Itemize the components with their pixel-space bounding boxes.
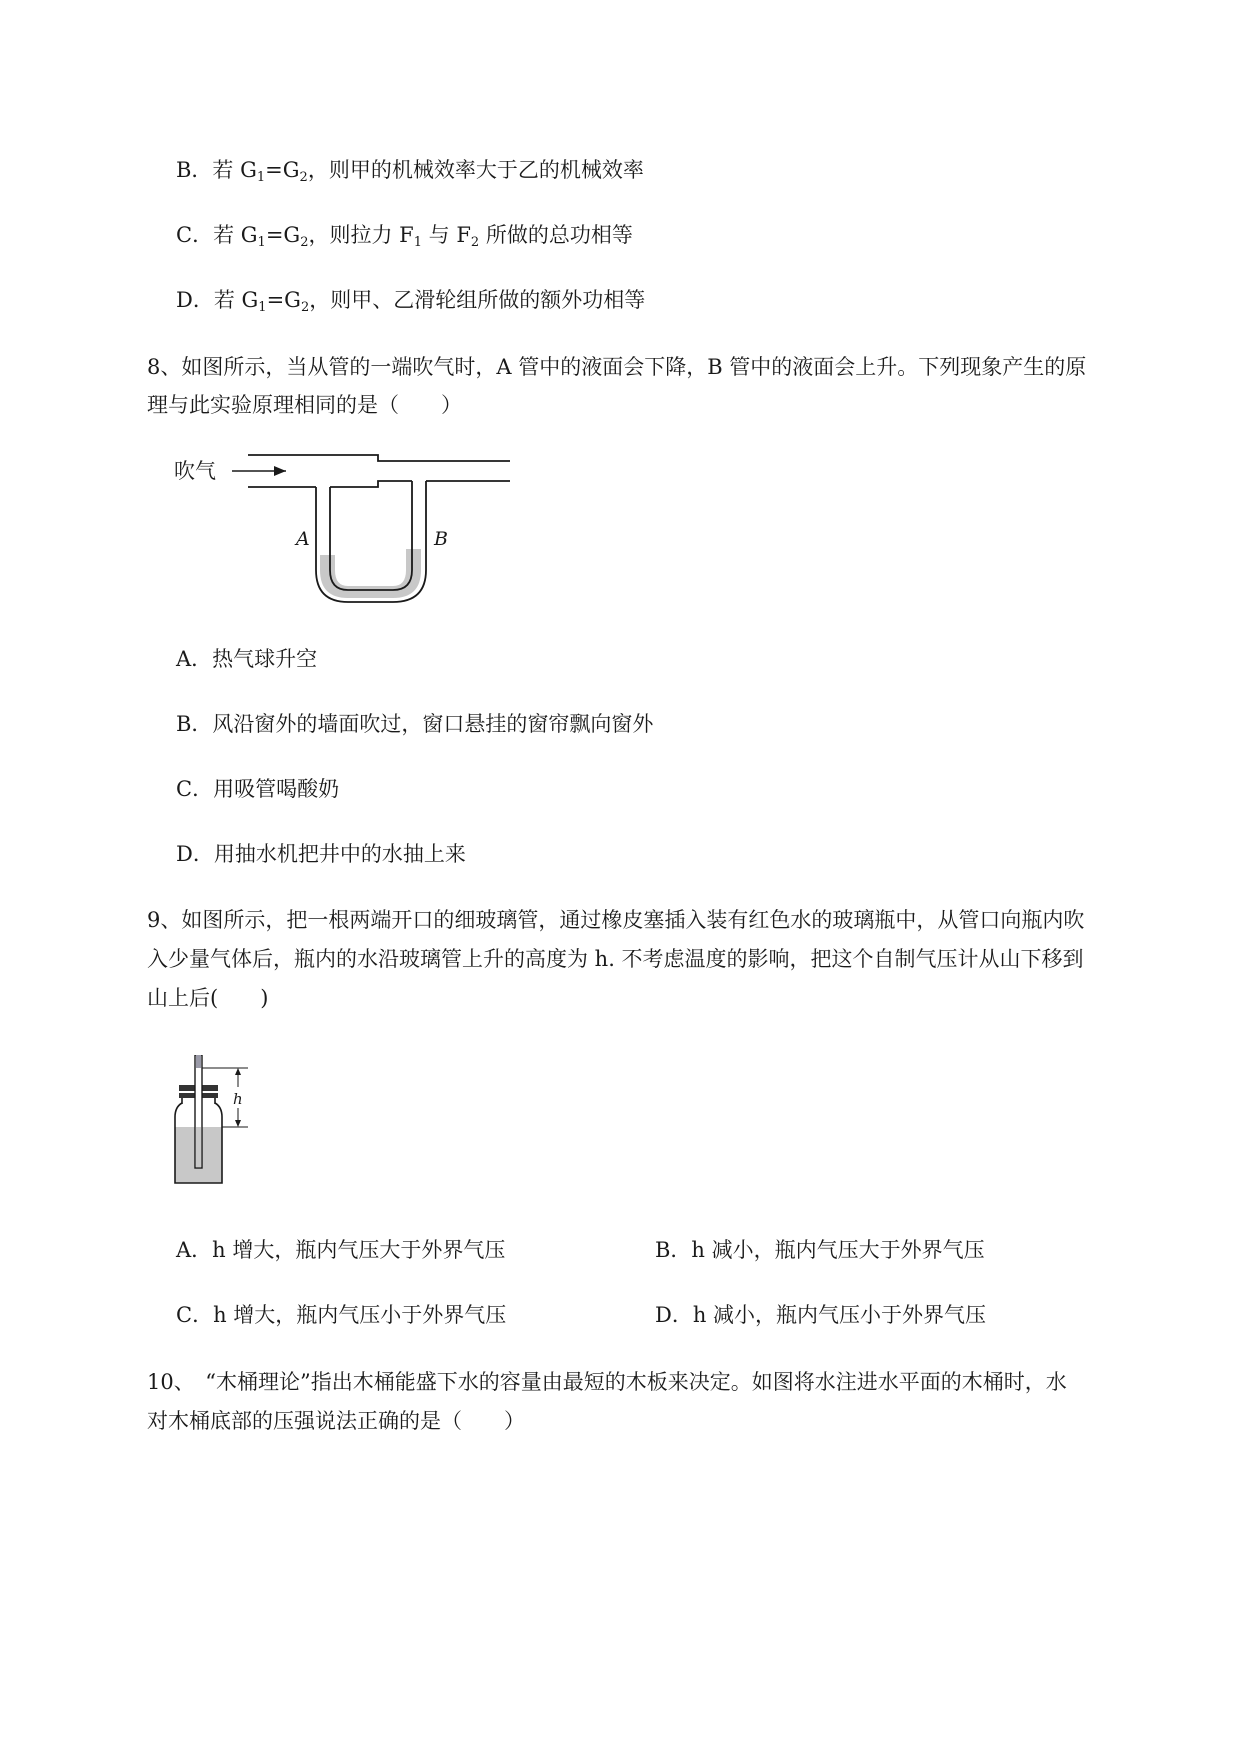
q9-option-a: A．h 增大，瓶内气压大于外界气压 [176, 1238, 506, 1262]
q8-stem-line-1: 8、如图所示，当从管的一端吹气时，A 管中的液面会下降，B 管中的液面会上升。下列现象产生的原 [147, 355, 1087, 379]
q9-option-d: D．h 减小，瓶内气压小于外界气压 [655, 1303, 987, 1327]
q7-option-d: D．若 $G_1=G_2$，则甲、乙滑轮组所做的额外功相等 [176, 288, 646, 315]
q9-option-c: C．h 增大，瓶内气压小于外界气压 [176, 1303, 507, 1327]
q8-u-tube-figure [168, 445, 528, 620]
h-label: h [233, 1090, 243, 1108]
blow-label: 吹气 [174, 459, 216, 483]
q9-stem-line-1: 9、如图所示，把一根两端开口的细玻璃管，通过橡皮塞插入装有红色水的玻璃瓶中，从管口向瓶内吹 [147, 908, 1085, 932]
q8-option-b: B．风沿窗外的墙面吹过，窗口悬挂的窗帘飘向窗外 [176, 712, 654, 736]
q7-option-c: C．若 $G_1=G_2$，则拉力 $F_1$ 与 $F_2$ 所做的总功相等 [176, 223, 633, 250]
q9-stem-line-3: 山上后( ) [147, 986, 269, 1010]
q8-option-d: D．用抽水机把井中的水抽上来 [176, 842, 466, 866]
q10-stem-line-2: 对木桶底部的压强说法正确的是（ ） [147, 1409, 525, 1433]
q8-stem-line-2: 理与此实验原理相同的是（ ） [147, 393, 462, 417]
tube-a-label: A [296, 528, 310, 550]
q10-stem-line-1: 10、 “木桶理论”指出木桶能盛下水的容量由最短的木板来决定。如图将水注进水平面的木桶时，水 [147, 1370, 1067, 1394]
q9-stem-line-2: 入少量气体后，瓶内的水沿玻璃管上升的高度为 h. 不考虑温度的影响，把这个自制气压计从山下移到 [147, 947, 1084, 971]
tube-b-label: B [434, 528, 448, 550]
q9-barometer-figure [168, 1055, 258, 1190]
q8-option-a: A．热气球升空 [176, 647, 318, 671]
q7-option-b: B．若 $G_1=G_2$，则甲的机械效率大于乙的机械效率 [176, 158, 644, 185]
q9-option-b: B．h 减小，瓶内气压大于外界气压 [655, 1238, 985, 1262]
q8-option-c: C．用吸管喝酸奶 [176, 777, 340, 801]
